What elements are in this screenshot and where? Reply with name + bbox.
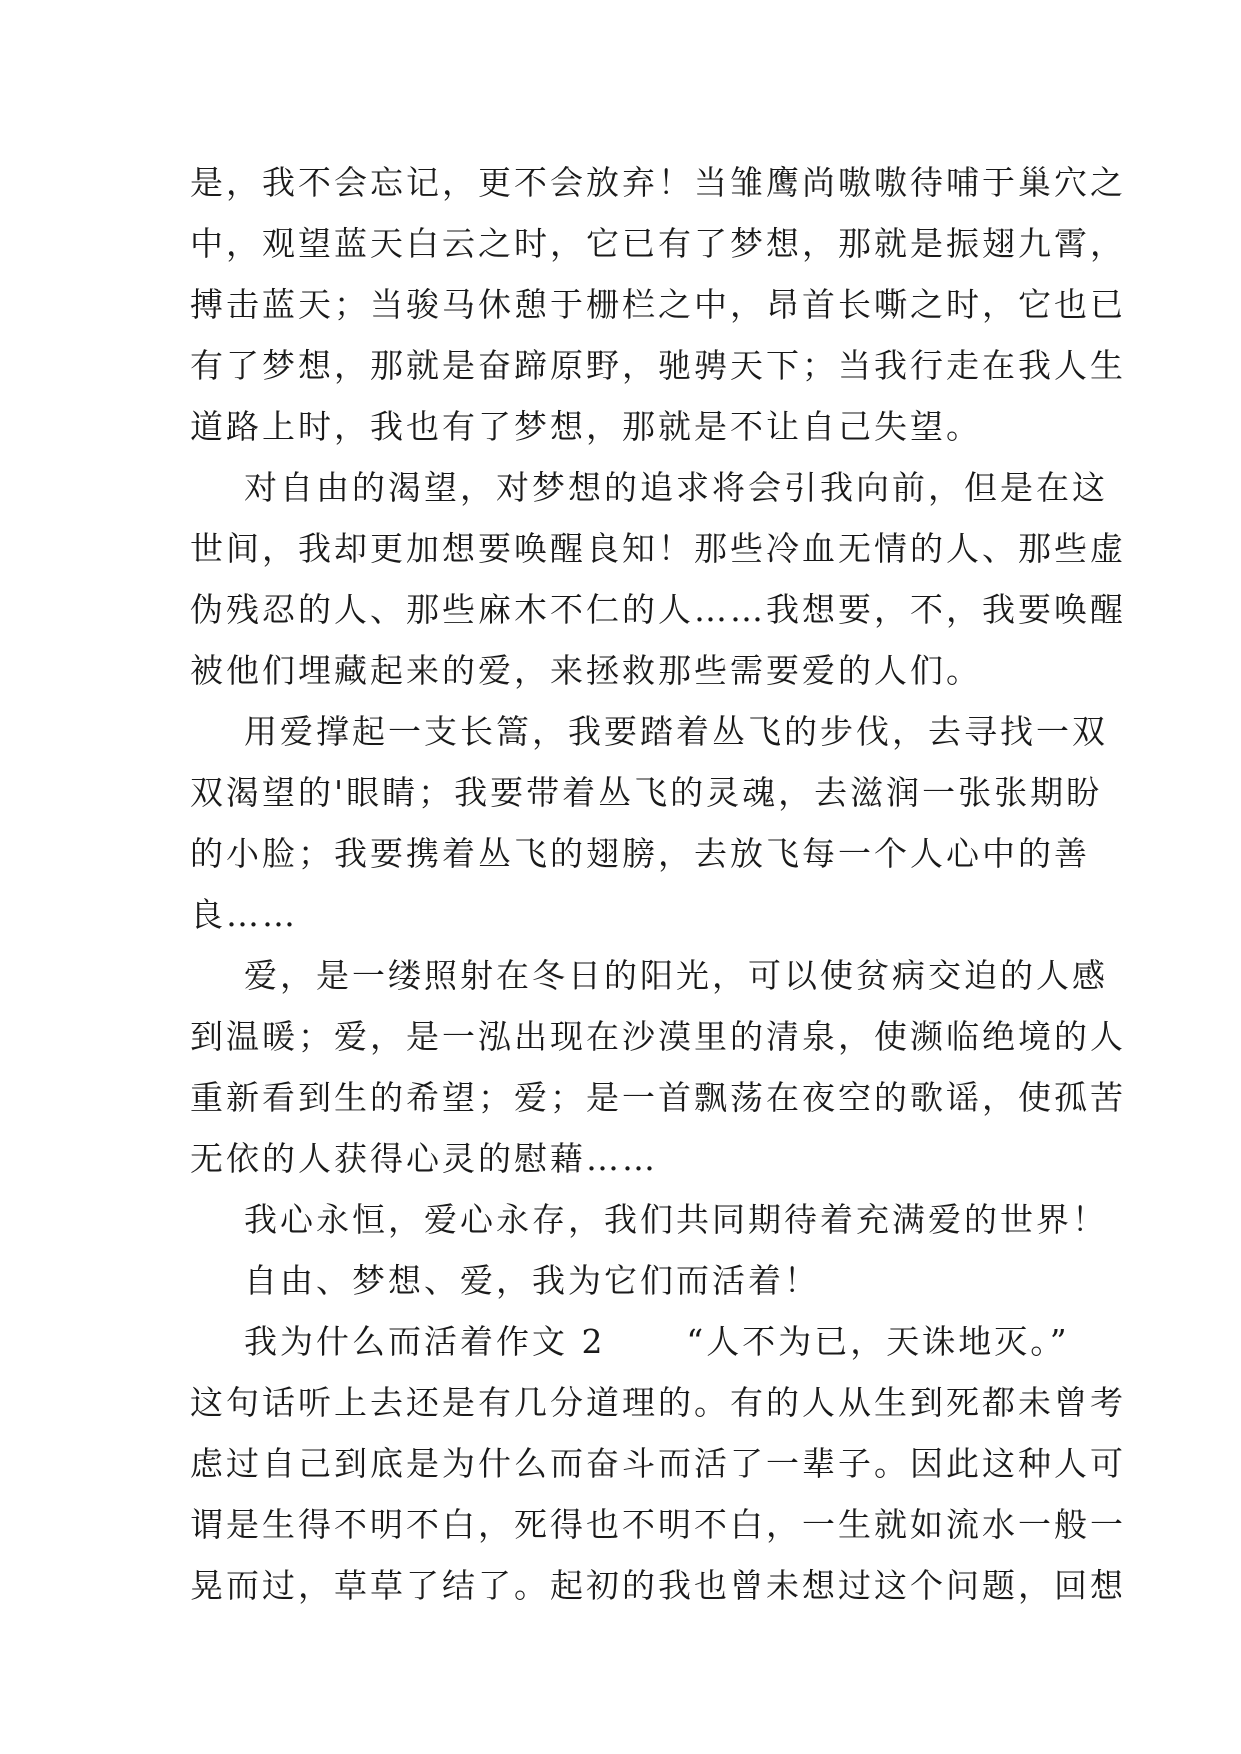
text-line: 世间，我却更加想要唤醒良知！那些冷血无情的人、那些虚 [190,529,1126,568]
text-line: 用爱撑起一支长篙，我要踏着丛飞的步伐，去寻找一双 [190,712,1108,751]
text-line: 搏击蓝天；当骏马休憩于栅栏之中，昂首长嘶之时，它也已 [190,285,1126,324]
text-line: 我心永恒，爱心永存，我们共同期待着充满爱的世界！ [190,1200,1108,1239]
text-line: 自由、梦想、爱，我为它们而活着！ [190,1261,820,1300]
text-line: 无依的人获得心灵的慰藉…… [190,1139,658,1178]
text-line: 重新看到生的希望；爱；是一首飘荡在夜空的歌谣，使孤苦 [190,1078,1126,1117]
text-line: 是，我不会忘记，更不会放弃！当雏鹰尚嗷嗷待哺于巢穴之 [190,163,1126,202]
text-line: 晃而过，草草了结了。起初的我也曾未想过这个问题，回想 [190,1566,1126,1605]
text-line: 良…… [190,895,298,934]
text-line: 这句话听上去还是有几分道理的。有的人从生到死都未曾考 [190,1383,1126,1422]
text-line: 中，观望蓝天白云之时，它已有了梦想，那就是振翅九霄， [190,224,1126,263]
text-line: 虑过自己到底是为什么而奋斗而活了一辈子。因此这种人可 [190,1444,1126,1483]
text-line: 有了梦想，那就是奋蹄原野，驰骋天下；当我行走在我人生 [190,346,1126,385]
text-line: 的小脸；我要携着丛飞的翅膀，去放飞每一个人心中的善 [190,834,1090,873]
text-line: 谓是生得不明不白，死得也不明不白，一生就如流水一般一 [190,1505,1126,1544]
text-line: 道路上时，我也有了梦想，那就是不让自己失望。 [190,407,982,446]
essay-text [190,152,1126,1616]
text-line: 对自由的渴望，对梦想的追求将会引我向前，但是在这 [190,468,1108,507]
text-line: 被他们埋藏起来的爱，来拯救那些需要爱的人们。 [190,651,982,690]
text-line: 到温暖；爱，是一泓出现在沙漠里的清泉，使濒临绝境的人 [190,1017,1126,1056]
section-heading-line: 我为什么而活着作文 2 “人不为已，天诛地灭。” [190,1322,1070,1361]
text-line: 爱，是一缕照射在冬日的阳光，可以使贫病交迫的人感 [190,956,1108,995]
text-line: 伪残忍的人、那些麻木不仁的人……我想要，不，我要唤醒 [190,590,1126,629]
text-line: 双渴望的'眼睛；我要带着丛飞的灵魂，去滋润一张张期盼 [190,773,1103,812]
